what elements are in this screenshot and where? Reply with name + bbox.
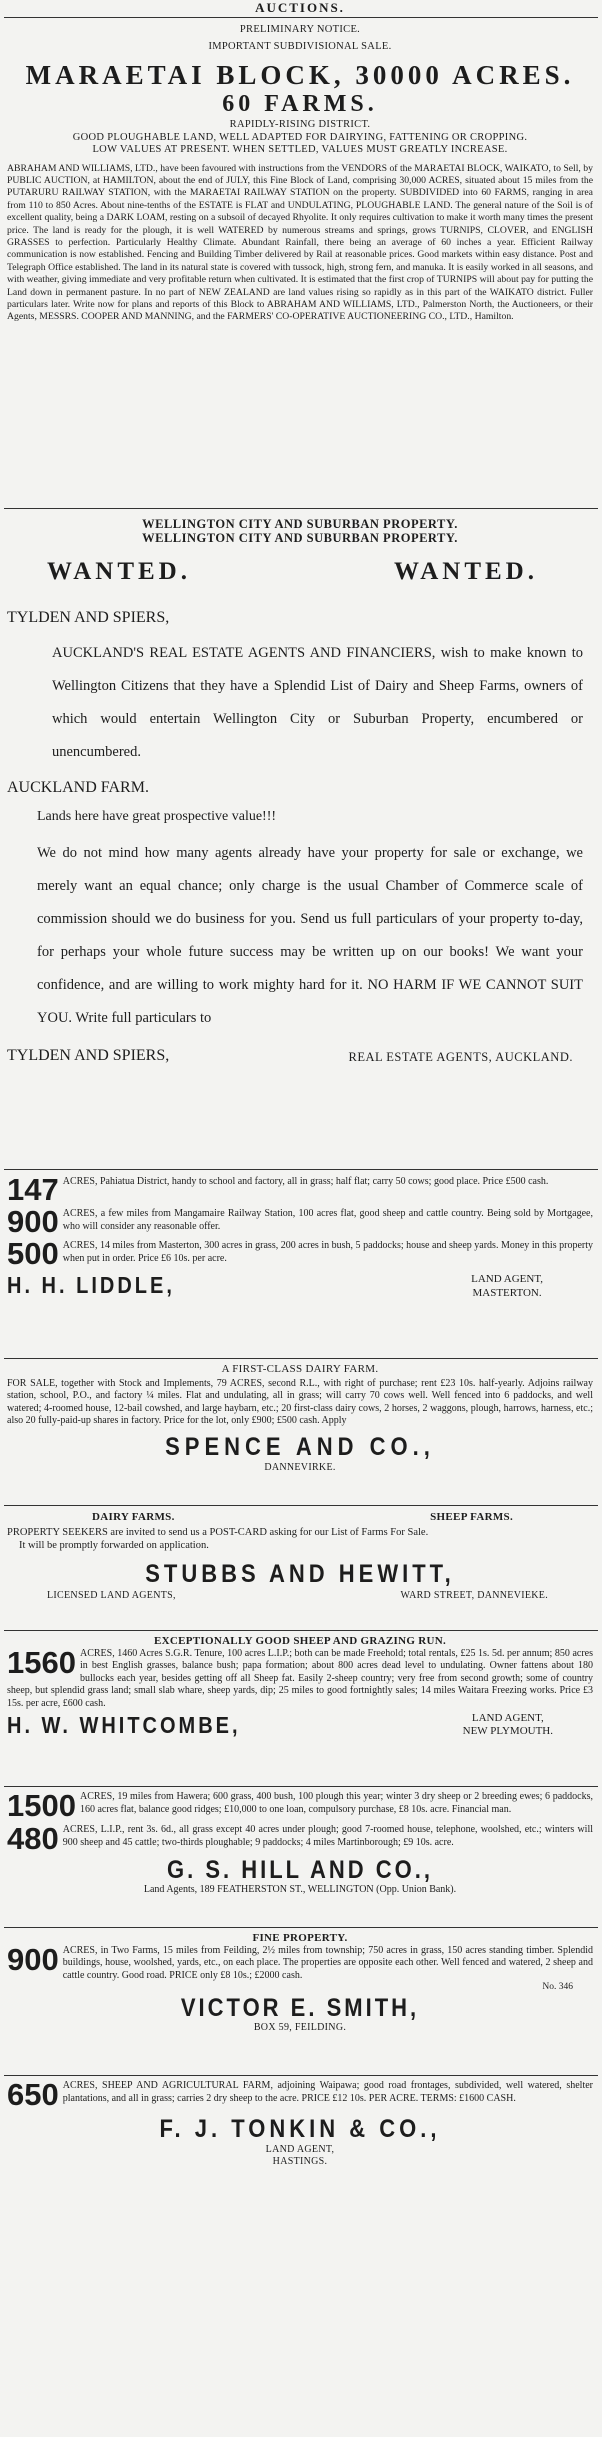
tonkin-role: LAND AGENT,: [265, 2144, 335, 2155]
smith-name: VICTOR E. SMITH,: [180, 1993, 420, 2022]
wanted-right: WANTED.: [394, 558, 538, 585]
whitcombe-item: [7, 1644, 593, 1711]
whitcombe-ad: [0, 1631, 602, 1786]
smith-box: BOX 59, FEILDING.: [253, 2022, 347, 2034]
smith-ref: No. 346: [542, 1982, 573, 1993]
smith-item: [7, 1941, 593, 1983]
smith-head: FINE PROPERTY.: [252, 1932, 348, 1944]
item-text: ACRES, 19 miles from Hawera; 600 grass, 400 bush, 100 plough this year; winter 3 dry sheep or 2 breeding ewes; 6 paddocks, 160 acres flat, balance good ridges; £10,000 to one loan, compulsory purchase, £8 10s. acre. Financial man.: [79, 1791, 593, 1815]
item-text: ACRES, 14 miles from Masterton, 300 acres in grass, 200 acres in bush, 5 paddocks; house and sheep yards. Money in this property when put in order. Price £6 10s. per acre.: [62, 1240, 593, 1264]
signature: [7, 1047, 593, 1065]
smith-ad: [0, 1928, 602, 2075]
tonkin-ad: [0, 2076, 602, 2216]
hill-item-2: [7, 1821, 593, 1856]
stubbs-body: PROPERTY SEEKERS are invited to send us a POST-CARD asking for our List of Farms For Sale.: [7, 1526, 429, 1538]
sign-right: REAL ESTATE AGENTS, AUCKLAND.: [348, 1050, 573, 1064]
whitcombe-name: H. W. WHITCOMBE,: [7, 1713, 241, 1740]
liddle-item-1: [7, 1172, 593, 1207]
whitcombe-num: 1560: [7, 1644, 76, 1680]
liddle-signature: [7, 1272, 593, 1300]
stubbs-body2: It will be promptly forwarded on application.: [19, 1539, 209, 1551]
subtitle: IMPORTANT SUBDIVISIONAL SALE.: [208, 40, 392, 52]
line2: LOW VALUES AT PRESENT. WHEN SETTLED, VALUES MUST GREATLY INCREASE.: [92, 144, 508, 155]
whitcombe-town: NEW PLYMOUTH.: [462, 1725, 553, 1738]
liddle-item-2: [7, 1204, 593, 1239]
wanted-row: [7, 545, 593, 589]
spence-name: SPENCE AND CO.,: [165, 1431, 435, 1461]
item-num: 1500: [7, 1788, 76, 1823]
tonkin-text: ACRES, SHEEP AND AGRICULTURAL FARM, adjoining Waipawa; good road frontages, subdivided, well watered, shelter plantations, and all in grass; carries 2 dry sheep to the acre. PRICE £12 10s. PER ACRE. TERMS: £1600 CASH.: [62, 2080, 593, 2104]
sign-left: TYLDEN AND SPIERS,: [7, 1047, 170, 1064]
line1: GOOD PLOUGHABLE LAND, WELL ADAPTED FOR DAIRYING, FATTENING OR CROPPING.: [72, 131, 528, 143]
item-text: ACRES, L.I.P., rent 3s. 6d., all grass except 40 acres under plough; good 7-roomed house, telephone, woolshed, etc.; winters will 900 sheep and 45 cattle; two-thirds ploughable; 9 paddocks; 4 miles Martinborough; £9 10s. acre.: [62, 1824, 593, 1848]
liddle-role-block: [471, 1272, 593, 1300]
wanted-left: WANTED.: [47, 558, 191, 585]
stubbs-right-foot: WARD STREET, DANNEVIEKE.: [400, 1589, 548, 1601]
item-num: 147: [7, 1172, 59, 1207]
whitcombe-role-block: [463, 1712, 593, 1738]
tylden-ad: [0, 509, 602, 1169]
district: RAPIDLY-RISING DISTRICT.: [229, 119, 371, 130]
spence-town: DANNEVIRKE.: [264, 1461, 336, 1473]
para1: AUCKLAND'S REAL ESTATE AGENTS AND FINANCIERS, wish to make known to Wellington Citizens that they have a Splendid List of Dairy and Sheep Farms, owners of which would entertain Wellington City or Suburban Property, encumbered or unencumbered.: [52, 645, 583, 760]
stubbs-left-head: DAIRY FARMS.: [92, 1511, 175, 1523]
maraetai-ad: [0, 18, 602, 508]
title: MARAETAI BLOCK, 30000 ACRES.: [25, 60, 575, 90]
whitcombe-text: ACRES, 1460 Acres S.G.R. Tenure, 100 acres L.I.P.; both can be made Freehold; total rentals, £25 1s. 5d. per annum; 850 acres in best English grasses, balance bush; papa formation; about 800 acres dead level to undulating. Owner fattens about 180 bullocks each year, besides getting off all Sheep fat. Easily 2-sheep country; very free from second growth; some of country sheep, but splendid grass land; small slab whare, sheep yards, dip; 25 miles to good fortnightly sales; 14 miles Waitara Freezing works. Price £3 15s. per acre, £600 cash.: [7, 1647, 593, 1709]
hill-ad: [0, 1787, 602, 1927]
stubbs-name: STUBBS AND HEWITT,: [145, 1558, 455, 1588]
stubbs-ad: [0, 1506, 602, 1630]
tonkin-num: 650: [7, 2077, 59, 2112]
stubbs-left-foot: LICENSED LAND AGENTS,: [47, 1589, 176, 1601]
spence-body: FOR SALE, together with Stock and Implements, 79 ACRES, second R.L., with right of purchase; rent £23 10s. half-yearly. Adjoins railway station, school, P.O., and factory ¼ miles. Flat and undulating, all in grass; will carry 70 cows well. Well fenced into 6 paddocks, and well watered; 4-roomed house, 12-bail cowshed, and large haybarn, etc.; 20 first-class dairy cows, 2 horses, 2 waggons, plough, harrows, harness, etc.; also 20 fully-paid-up shares in factory. Price for the lot, only £900; £500 cash. Apply: [7, 1377, 593, 1427]
item-num: 900: [7, 1204, 59, 1239]
auctions-header: [0, 0, 602, 17]
liddle-town: MASTERTON.: [472, 1287, 542, 1299]
liddle-name: H. H. LIDDLE,: [7, 1273, 175, 1299]
value: Lands here have great prospective value!!!: [37, 809, 277, 824]
notice: PRELIMINARY NOTICE.: [239, 24, 361, 35]
body: ABRAHAM AND WILLIAMS, LTD., have been favoured with instructions from the VENDORS of the MARAETAI BLOCK, WAIKATO, to Sell, by PUBLIC AUCTION, at HAMILTON, about the end of JULY, this Fine Block of Land, comprising 30,000 ACRES, situated about 15 miles from the PUTARURU RAILWAY STATION, with the MARAETAI RAILWAY STATION on the property. SUBDIVIDED into 60 FARMS, ranging in area from 110 to 850 Acres. About nine-tenths of the ESTATE is FLAT and UNDULATING, PLOUGHABLE LAND. The general nature of the Soil is of excellent quality, being a DARK LOAM, resting on a subsoil of decayed Rhyolite. It only requires cultivation to make it worth many times the present price. The land is ready for the plough, it is well WATERED by numerous streams and springs, grows TURNIPS, CLOVER, and ENGLISH GRASSES to perfection. Particularly Healthy Climate. Abundant Rainfall, there being an average of 60 inches a year. Efficient Railway communication is now established. Fencing and Building Timber delivered by Rail at reasonable prices. Good markets within easy distance. Post and Telegraph Office established. The land in its natural state is covered with tussock, high, strong fern, and manuka. It is easily worked in all seasons, and with weather, giving immediate and very profitable return when cultivated. It is estimated that the first crop of TURNIPS will about pay for putting the Land down in permanent pasture. In no part of NEW ZEALAND are land values rising so rapidly as in this part of the WAIKATO district. Fuller particulars later. Write now for plans and reports of this Block to ABRAHAM AND WILLIAMS, LTD., Palmerston North, the Auctioneers, or their Agents, MESSRS. COOPER AND MANNING, and the FARMERS' CO-OPERATIVE AUCTIONEERING CO., LTD., Hamilton.: [7, 162, 593, 323]
tonkin-name: F. J. TONKIN & CO.,: [159, 2114, 441, 2143]
farm-head: AUCKLAND FARM.: [7, 779, 149, 796]
item-text: ACRES, a few miles from Mangamaire Railway Station, 100 acres flat, good sheep and cattle country. Being sold by Mortgagee, who will consider any reasonable offer.: [62, 1208, 593, 1232]
liddle-ad: [0, 1170, 602, 1358]
whitcombe-role: LAND AGENT,: [471, 1712, 544, 1725]
spence-ad: [0, 1359, 602, 1505]
stubbs-right-head: SHEEP FARMS.: [430, 1511, 513, 1523]
smith-num: 900: [7, 1941, 59, 1977]
head2: WELLINGTON CITY AND SUBURBAN PROPERTY.: [142, 531, 458, 545]
hill-foot: Land Agents, 189 FEATHERSTON ST., WELLINGTON (Opp. Union Bank).: [143, 1884, 457, 1895]
smith-text: ACRES, in Two Farms, 15 miles from Feilding, 2½ miles from township; 750 acres in grass, 150 acres standing timber. Splendid buildings, house, woolshed, yards, etc., on each place. The properties are opposite each other. Well fenced and watered, 2 sheep and cattle country. Good road. PRICE only £8 10s.; £2000 cash.: [62, 1944, 593, 1981]
head1: WELLINGTON CITY AND SUBURBAN PROPERTY.: [142, 517, 458, 531]
whitcombe-head: EXCEPTIONALLY GOOD SHEEP AND GRAZING RUN.: [153, 1635, 447, 1647]
liddle-role: LAND AGENT,: [471, 1273, 543, 1285]
item-text: ACRES, Pahiatua District, handy to school and factory, all in grass; half flat; carry 50 cows; good place. Price £500 cash.: [62, 1176, 549, 1187]
hill-name: G. S. HILL AND CO.,: [166, 1855, 433, 1884]
tonkin-town: HASTINGS.: [272, 2156, 328, 2167]
item-num: 480: [7, 1821, 59, 1856]
liddle-item-3: [7, 1236, 593, 1271]
stubbs-heads: [7, 1511, 593, 1524]
spence-head: A FIRST-CLASS DAIRY FARM.: [221, 1363, 379, 1375]
firm: TYLDEN AND SPIERS,: [7, 609, 170, 626]
section-title: AUCTIONS.: [255, 0, 345, 15]
item-num: 500: [7, 1236, 59, 1271]
para2: We do not mind how many agents already have your property for sale or exchange, we merely want an equal chance; only charge is the usual Chamber of Commerce scale of commission should we do business for you. Send us full particulars of your property to-day, for perhaps your whole future success may be written up on our books! We want your confidence, and are willing to work mighty hard for it. NO HARM IF WE CANNOT SUIT YOU. Write full particulars to: [37, 845, 583, 1026]
tonkin-item: [7, 2077, 593, 2112]
whitcombe-signature: [7, 1712, 593, 1740]
farms: 60 FARMS.: [222, 91, 378, 117]
hill-item-1: [7, 1788, 593, 1823]
